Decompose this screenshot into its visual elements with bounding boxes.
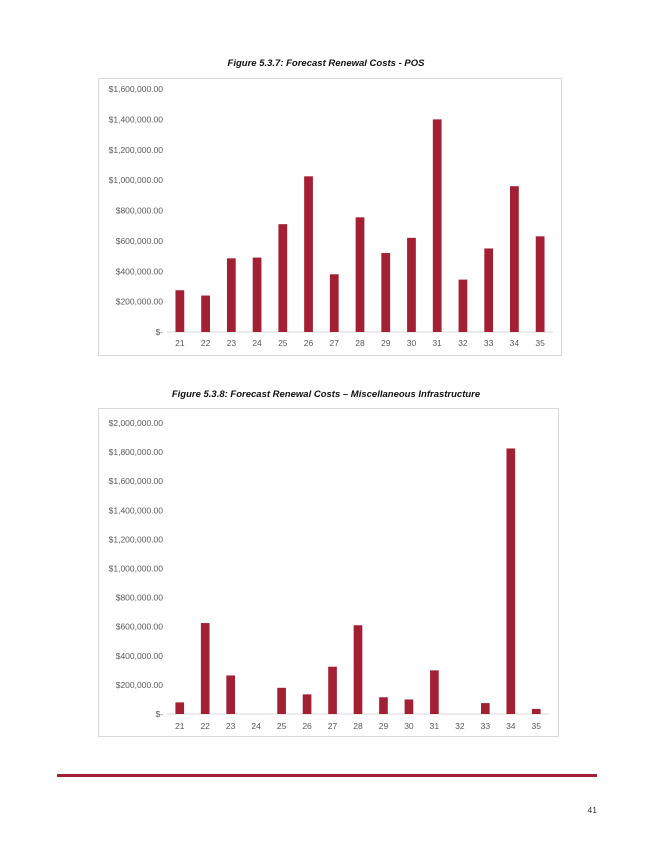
y-tick-label: $400,000.00 [115,650,163,661]
x-tick-label: 26 [302,721,312,731]
x-tick-label: 23 [226,338,237,348]
x-tick-label: 26 [303,338,314,348]
bar [175,290,184,332]
x-tick-label: 35 [535,338,545,348]
y-tick-label: $800,000.00 [115,592,163,603]
figure-caption: Figure 5.3.7: Forecast Renewal Costs - POS [227,58,425,69]
y-tick-label: $1,000,000.00 [108,563,163,574]
x-tick-label: 32 [458,338,468,348]
x-tick-label: 35 [531,721,542,731]
bar [407,238,416,332]
x-tick-label: 24 [251,721,261,731]
x-tick-label: 23 [225,721,236,731]
x-tick-label: 32 [455,721,465,731]
chart-frame [98,78,562,356]
bar [510,186,519,332]
x-tick-label: 27 [329,338,340,348]
x-tick-label: 28 [353,721,363,731]
x-tick-label: 33 [483,338,494,348]
y-tick-label: $800,000.00 [115,205,163,216]
x-tick-label: 28 [355,338,365,348]
bar [303,694,312,714]
bar [430,670,439,714]
y-tick-label: $200,000.00 [115,296,163,307]
figure-caption: Figure 5.3.8: Forecast Renewal Costs – Miscellaneous Infrastructure [171,389,481,400]
bar [253,258,262,332]
bar [227,258,236,332]
x-tick-label: 31 [429,721,440,731]
y-tick-label: $400,000.00 [115,266,163,277]
x-tick-label: 29 [380,338,391,348]
y-tick-label: $1,600,000.00 [108,476,163,487]
bar-chart [99,409,558,736]
y-tick-label: $1,200,000.00 [108,144,163,155]
page-number: 41 [587,805,597,815]
bar [354,625,363,714]
x-tick-label: 22 [200,338,211,348]
x-tick-label: 24 [252,338,262,348]
bar [175,702,184,714]
bar [277,688,286,714]
bar [506,448,515,714]
y-tick-label: $1,400,000.00 [108,114,163,125]
y-tick-label: $1,600,000.00 [108,84,163,94]
x-tick-label: 30 [404,721,414,731]
bar [278,224,287,332]
bar [201,296,210,332]
y-tick-label: $2,000,000.00 [108,418,163,428]
y-tick-label: $200,000.00 [115,679,163,690]
bar [536,236,545,332]
bar [328,667,337,714]
bar [330,274,339,332]
x-tick-label: 29 [378,721,389,731]
y-tick-label: $600,000.00 [115,621,163,632]
y-tick-label: $1,000,000.00 [108,175,163,186]
footer-rule [57,774,597,777]
bar [484,248,493,332]
y-tick-label: $1,200,000.00 [108,534,163,545]
x-tick-label: 30 [406,338,417,348]
y-tick-label: $1,800,000.00 [108,447,163,458]
x-tick-label: 33 [480,721,491,731]
x-tick-label: 34 [509,338,520,348]
bar [379,697,388,714]
bar [201,623,210,714]
bar [356,217,365,332]
x-tick-label: 27 [327,721,338,731]
x-tick-label: 21 [174,721,185,731]
bar [381,253,390,332]
y-tick-label: $600,000.00 [115,235,163,246]
x-tick-label: 25 [278,338,288,348]
x-tick-label: 34 [506,721,516,731]
x-tick-label: 25 [276,721,287,731]
bar [532,709,541,714]
x-tick-label: 22 [200,721,210,731]
y-tick-label: $- [155,709,163,719]
bar-chart [99,79,561,355]
y-tick-label: $1,400,000.00 [108,505,163,516]
x-tick-label: 31 [432,338,442,348]
y-tick-label: $- [155,327,163,337]
chart-frame [98,408,559,737]
bar [459,280,468,332]
bar [226,675,235,714]
bar [304,176,313,332]
bar [481,703,490,714]
bar [433,119,442,332]
x-tick-label: 21 [175,338,185,348]
bar [405,699,414,714]
